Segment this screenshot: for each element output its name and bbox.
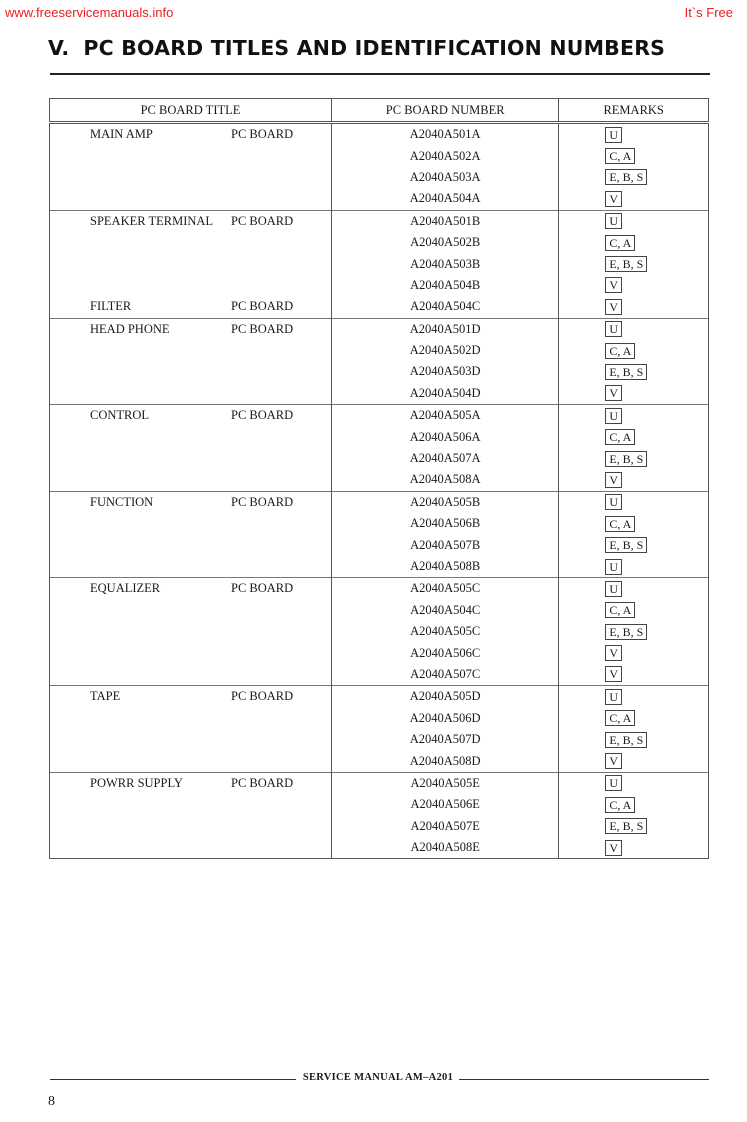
table-row	[50, 426, 709, 447]
table-row	[50, 469, 709, 491]
table-row	[50, 772, 709, 794]
remarks-cell	[559, 837, 709, 859]
remarks-cell	[559, 534, 709, 555]
board-title-cell	[50, 469, 332, 491]
board-name: FUNCTION	[90, 494, 154, 509]
remarks-cell	[559, 167, 709, 188]
remarks-cell	[559, 491, 709, 513]
remark-code-box: E, B, S	[605, 256, 647, 272]
board-number: A2040A508E	[332, 837, 559, 859]
board-title-cell	[50, 729, 332, 750]
remarks-cell	[559, 448, 709, 469]
remarks-cell	[559, 750, 709, 772]
remarks-cell	[559, 469, 709, 491]
remark-code-box: E, B, S	[605, 537, 647, 553]
remark-code-box: U	[605, 689, 622, 705]
board-number: A2040A504A	[332, 188, 559, 210]
board-title-cell	[50, 361, 332, 382]
table-row	[50, 145, 709, 166]
footer-rule-right	[459, 1079, 709, 1080]
remarks-cell	[559, 729, 709, 750]
board-title-cell	[50, 145, 332, 166]
board-number: A2040A503A	[332, 167, 559, 188]
board-title-cell	[50, 405, 332, 427]
table-row	[50, 556, 709, 578]
board-kind: PC BOARD	[231, 775, 294, 790]
remarks-cell	[559, 210, 709, 232]
board-title-cell	[50, 448, 332, 469]
table-row	[50, 664, 709, 686]
board-title-cell	[50, 816, 332, 837]
source-url-link[interactable]: www.freeservicemanuals.info	[5, 5, 174, 20]
board-number: A2040A508A	[332, 469, 559, 491]
free-label: It`s Free	[684, 5, 733, 20]
remarks-cell	[559, 426, 709, 447]
board-title-cell	[50, 123, 332, 146]
board-title-cell	[50, 491, 332, 513]
remark-code-box: U	[605, 127, 622, 143]
board-name: SPEAKER TERMINAL	[90, 213, 214, 228]
table-row	[50, 318, 709, 340]
table-row	[50, 708, 709, 729]
board-number: A2040A507E	[332, 816, 559, 837]
remark-code-box: E, B, S	[605, 451, 647, 467]
remarks-cell	[559, 296, 709, 318]
board-name: TAPE	[90, 689, 121, 704]
remark-code-box: U	[605, 494, 622, 510]
board-kind: PC BOARD	[231, 494, 294, 509]
remarks-cell	[559, 383, 709, 405]
board-title-cell	[50, 296, 332, 318]
board-title-cell	[50, 837, 332, 859]
remarks-cell	[559, 318, 709, 340]
remarks-cell	[559, 123, 709, 146]
board-title-cell	[50, 686, 332, 708]
table-row	[50, 491, 709, 513]
board-title-cell	[50, 318, 332, 340]
board-number: A2040A505C	[332, 578, 559, 600]
remark-code-box: U	[605, 321, 622, 337]
remark-code-box: V	[605, 472, 622, 488]
remark-code-box: U	[605, 581, 622, 597]
board-title-cell	[50, 210, 332, 232]
footer-rule-left	[50, 1079, 296, 1080]
remark-code-box: E, B, S	[605, 169, 647, 185]
board-title-cell	[50, 167, 332, 188]
header-board-title: PC BOARD TITLE	[50, 99, 332, 123]
board-number: A2040A502D	[332, 340, 559, 361]
board-number: A2040A506D	[332, 708, 559, 729]
board-number: A2040A507A	[332, 448, 559, 469]
board-number: A2040A507C	[332, 664, 559, 686]
remarks-cell	[559, 340, 709, 361]
board-name: MAIN AMP	[90, 127, 153, 141]
footer-manual-title: SERVICE MANUAL AM–A201	[302, 1072, 454, 1083]
board-title-cell	[50, 600, 332, 621]
remark-code-box: E, B, S	[605, 818, 647, 834]
section-number: V.	[48, 36, 70, 60]
board-number: A2040A507D	[332, 729, 559, 750]
table-row	[50, 686, 709, 708]
remarks-cell	[559, 708, 709, 729]
board-number: A2040A508D	[332, 750, 559, 772]
board-kind: PC BOARD	[231, 581, 294, 596]
remark-code-box: V	[605, 277, 622, 293]
remarks-cell	[559, 686, 709, 708]
remarks-cell	[559, 361, 709, 382]
board-title-cell	[50, 275, 332, 296]
board-number: A2040A506A	[332, 426, 559, 447]
header-remarks: REMARKS	[559, 99, 709, 123]
board-number: A2040A502A	[332, 145, 559, 166]
table-row	[50, 253, 709, 274]
remark-code-box: V	[605, 299, 622, 315]
table-row	[50, 750, 709, 772]
remark-code-box: U	[605, 559, 622, 575]
board-title-cell	[50, 188, 332, 210]
board-title-cell	[50, 556, 332, 578]
remark-code-box: C, A	[605, 602, 635, 618]
remarks-cell	[559, 188, 709, 210]
board-name: FILTER	[90, 299, 132, 314]
remark-code-box: V	[605, 645, 622, 661]
remarks-cell	[559, 664, 709, 686]
remarks-cell	[559, 145, 709, 166]
board-title-cell	[50, 772, 332, 794]
section-title: PC BOARD TITLES AND IDENTIFICATION NUMBERS	[83, 36, 666, 60]
board-number: A2040A501D	[332, 318, 559, 340]
remarks-cell	[559, 232, 709, 253]
remark-code-box: V	[605, 666, 622, 682]
table-row	[50, 296, 709, 318]
source-banner	[5, 5, 733, 23]
remarks-cell	[559, 275, 709, 296]
table-row	[50, 188, 709, 210]
remark-code-box: E, B, S	[605, 732, 647, 748]
remarks-cell	[559, 600, 709, 621]
remarks-cell	[559, 513, 709, 534]
board-title-cell	[50, 578, 332, 600]
remark-code-box: V	[605, 191, 622, 207]
board-title-cell	[50, 664, 332, 686]
table-row	[50, 794, 709, 815]
table-row	[50, 642, 709, 663]
remark-code-box: C, A	[605, 516, 635, 532]
remarks-cell	[559, 253, 709, 274]
board-number: A2040A506C	[332, 642, 559, 663]
remarks-cell	[559, 578, 709, 600]
board-number: A2040A505A	[332, 405, 559, 427]
board-number: A2040A508B	[332, 556, 559, 578]
table-row	[50, 232, 709, 253]
table-row	[50, 340, 709, 361]
table-row	[50, 383, 709, 405]
remarks-cell	[559, 405, 709, 427]
table-row	[50, 448, 709, 469]
board-title-cell	[50, 232, 332, 253]
table-row	[50, 837, 709, 859]
board-kind: PC BOARD	[231, 321, 294, 336]
board-number: A2040A507B	[332, 534, 559, 555]
board-number: A2040A502B	[332, 232, 559, 253]
board-title-cell	[50, 383, 332, 405]
board-kind: PC BOARD	[231, 299, 294, 314]
board-number: A2040A504B	[332, 275, 559, 296]
page-number: 8	[48, 1094, 55, 1109]
header-board-number: PC BOARD NUMBER	[332, 99, 559, 123]
table-row	[50, 275, 709, 296]
board-kind: PC BOARD	[231, 689, 294, 704]
board-number: A2040A501B	[332, 210, 559, 232]
remark-code-box: E, B, S	[605, 364, 647, 380]
remark-code-box: U	[605, 408, 622, 424]
board-title-cell	[50, 750, 332, 772]
remark-code-box: C, A	[605, 797, 635, 813]
remark-code-box: V	[605, 840, 622, 856]
table-row	[50, 361, 709, 382]
remark-code-box: C, A	[605, 148, 635, 164]
pc-board-table	[49, 98, 709, 859]
table-row	[50, 123, 709, 146]
remark-code-box: C, A	[605, 343, 635, 359]
table-row	[50, 600, 709, 621]
table-row	[50, 621, 709, 642]
remark-code-box: U	[605, 775, 622, 791]
board-number: A2040A505D	[332, 686, 559, 708]
table-row	[50, 210, 709, 232]
remarks-cell	[559, 794, 709, 815]
board-number: A2040A504C	[332, 296, 559, 318]
board-title-cell	[50, 340, 332, 361]
board-kind: PC BOARD	[231, 408, 294, 423]
remark-code-box: V	[605, 753, 622, 769]
section-heading	[48, 36, 665, 60]
board-kind: PC BOARD	[231, 213, 294, 228]
remarks-cell	[559, 816, 709, 837]
remarks-cell	[559, 642, 709, 663]
table-row	[50, 513, 709, 534]
board-title-cell	[50, 708, 332, 729]
board-title-cell	[50, 253, 332, 274]
board-number: A2040A504C	[332, 600, 559, 621]
table-row	[50, 729, 709, 750]
board-number: A2040A506E	[332, 794, 559, 815]
board-title-cell	[50, 621, 332, 642]
table-row	[50, 578, 709, 600]
board-number: A2040A503D	[332, 361, 559, 382]
board-name: POWRR SUPPLY	[90, 775, 183, 790]
board-number: A2040A505B	[332, 491, 559, 513]
table-row	[50, 816, 709, 837]
remark-code-box: C, A	[605, 710, 635, 726]
table-row	[50, 534, 709, 555]
remark-code-box: E, B, S	[605, 624, 647, 640]
board-title-cell	[50, 426, 332, 447]
board-number: A2040A504D	[332, 383, 559, 405]
remark-code-box: V	[605, 385, 622, 401]
board-title-cell	[50, 513, 332, 534]
remarks-cell	[559, 772, 709, 794]
remarks-cell	[559, 556, 709, 578]
remark-code-box: C, A	[605, 429, 635, 445]
board-name: HEAD PHONE	[90, 321, 170, 336]
board-title-cell	[50, 534, 332, 555]
remark-code-box: C, A	[605, 235, 635, 251]
board-number: A2040A501A	[332, 123, 559, 146]
board-number: A2040A505E	[332, 772, 559, 794]
table-row	[50, 405, 709, 427]
table-row	[50, 167, 709, 188]
remarks-cell	[559, 621, 709, 642]
board-number: A2040A506B	[332, 513, 559, 534]
board-name: CONTROL	[90, 408, 150, 423]
board-name: EQUALIZER	[90, 581, 161, 596]
board-title-cell	[50, 794, 332, 815]
remark-code-box: U	[605, 213, 622, 229]
board-title-cell	[50, 642, 332, 663]
heading-rule	[50, 73, 710, 75]
board-number: A2040A503B	[332, 253, 559, 274]
board-kind: PC BOARD	[231, 127, 294, 141]
table-header-row	[50, 99, 709, 123]
board-number: A2040A505C	[332, 621, 559, 642]
